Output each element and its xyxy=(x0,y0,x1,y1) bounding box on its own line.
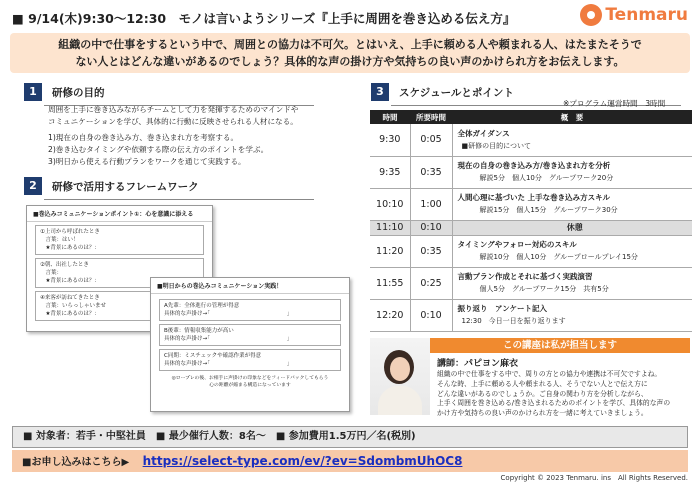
lead-line: 組織の中で仕事をするという中で、周囲との協力は不可欠。とはいえ、上手に頼める人や頼まれる人、はたまたそうで xyxy=(58,38,642,51)
section-2-heading xyxy=(24,177,199,195)
body-line: 1)現在の自身の巻き込み方、巻き込まれ方を考察する。 xyxy=(48,133,239,142)
content-sub: 解説15分 個人15分 グループワーク30分 xyxy=(479,206,618,214)
content-cell xyxy=(452,267,692,299)
section-underline xyxy=(44,199,314,200)
time-cell: 11:10 xyxy=(370,220,410,235)
framework-sheet-2 xyxy=(150,277,350,412)
box-line: 言葉： xyxy=(40,270,63,276)
instructor-photo xyxy=(370,338,430,415)
duration-cell: 1:00 xyxy=(410,188,452,220)
section-number: 3 xyxy=(371,83,389,101)
bio-line: 上手く周囲を巻き込める/巻き込まれるためのポイントを学び、具体的な声の xyxy=(437,399,671,408)
duration-cell: 0:35 xyxy=(410,156,452,188)
time-cell: 12:20 xyxy=(370,299,410,331)
content-title: 言動プラン作成とそれに基づく実践演習 xyxy=(457,272,593,281)
lead-banner xyxy=(10,33,690,73)
copyright: Copyright © 2023 Tenmaru. ins All Rights Reserved. xyxy=(500,474,688,482)
body-line: コミュニケーションを学び、具体的に行動に反映させられる人材になる。 xyxy=(48,117,298,126)
box-line: 言葉：いらっしゃいませ xyxy=(40,303,107,309)
box-line: ④来客が訪ねてきたとき xyxy=(40,295,100,301)
time-cell: 9:30 xyxy=(370,124,410,156)
content-sub: ■研修の目的について xyxy=(461,141,531,150)
table-row xyxy=(370,188,692,220)
body-line: 周囲を上手に巻き込みながらチームとして力を発揮するためのマインドや xyxy=(48,105,299,114)
content-title: タイミングやフォロー対応のスキル xyxy=(457,240,577,249)
content-title: 現在の自身の巻き込み方/巻き込まれ方を分析 xyxy=(457,161,611,170)
section-title: 研修で活用するフレームワーク xyxy=(52,180,199,193)
apply-link[interactable]: https://select-type.com/ev/?ev=SdombmUhOC8 xyxy=(142,454,463,468)
section-number: 1 xyxy=(24,83,42,101)
table-row-break xyxy=(370,220,692,235)
column-header: 概 要 xyxy=(452,110,692,124)
table-row xyxy=(370,124,692,156)
logo-text: Tenmaru xyxy=(605,5,688,25)
content-sub: 解説5分 個人10分 グループワーク20分 xyxy=(479,174,614,182)
box-line: 具体的な声掛け→｢ ｣ xyxy=(164,361,290,367)
schedule-table xyxy=(370,110,692,332)
sheet-footer: ◎ロープレの後、お相手に声掛けの印象などをフィードバックしてもらう 心の距離が縮まる構造になっています xyxy=(171,376,329,388)
lead-line: ない人とはどんな違いがあるのでしょう？具体的な声の掛け方や気持ちの良い声のかけられ方をお伝えします。 xyxy=(75,55,625,68)
box-line: B後輩：情報収集能力が高い xyxy=(164,328,234,334)
apply-bar xyxy=(12,450,688,472)
body-line: 3)明日から使える行動プランをワークを通じて実践する。 xyxy=(48,157,246,166)
bio-line: そんな時、上手に頼める人や頼まれる人、そうでない人とで伝え方に xyxy=(437,379,648,388)
instructor-name: 講師：パピヨン麻衣 xyxy=(437,359,519,369)
table-header-row xyxy=(370,110,692,124)
photo-body xyxy=(378,386,422,415)
duration-cell: 0:05 xyxy=(410,124,452,156)
content-cell: 休憩 xyxy=(452,220,692,235)
sheet-title: ■明日からの巻込みコミュニケーション実践！ xyxy=(151,278,349,294)
content-cell xyxy=(452,124,692,156)
program-note: ※プログラム運営時間 3時間 xyxy=(563,99,666,108)
content-title: 人間心理に基づいた 上手な巻き込み方スキル xyxy=(457,193,611,202)
duration-cell: 0:35 xyxy=(410,235,452,267)
sheet-box xyxy=(35,225,204,255)
sheet-title: ■巻込みコミュニケーションポイント①：心を意識に添える xyxy=(27,206,212,222)
box-line: A先輩：全体進行の管理が得意 xyxy=(164,303,240,309)
logo-icon xyxy=(580,4,602,26)
instructor-banner: この講座は私が担当します xyxy=(430,338,690,353)
bio-line: かけ方や気持ちの良い声のかけられ方を一緒に考えていきましょう。 xyxy=(437,409,648,418)
content-cell xyxy=(452,235,692,267)
content-title: 全体ガイダンス xyxy=(457,128,510,138)
bio-line: どんな違いがあるのでしょうか。ご自身の関わり方を分析しながら、 xyxy=(437,389,648,398)
section-1-body xyxy=(48,104,348,168)
time-cell: 11:20 xyxy=(370,235,410,267)
box-line: ★背景にあるのは？： xyxy=(40,311,100,317)
time-cell: 11:55 xyxy=(370,267,410,299)
section-title: 研修の目的 xyxy=(52,86,105,99)
box-line: 具体的な声掛け→｢ ｣ xyxy=(164,336,290,342)
course-info-bar: ■ 対象者：若手・中堅社員 ■ 最少催行人数：8名～ ■ 参加費用1.5万円／名(税別) xyxy=(12,426,688,448)
photo-face xyxy=(390,357,410,381)
table-row xyxy=(370,235,692,267)
box-line: C同期：ミスチェックや確認作業が得意 xyxy=(164,353,262,359)
table-row xyxy=(370,267,692,299)
section-number: 2 xyxy=(24,177,42,195)
section-3-heading xyxy=(371,83,514,101)
time-cell: 10:10 xyxy=(370,188,410,220)
box-line: ★背景にあるのは？： xyxy=(40,278,100,284)
content-title: 振り返り アンケート記入 xyxy=(457,304,548,313)
section-1-heading xyxy=(24,83,105,101)
table-row xyxy=(370,299,692,331)
sheet-box xyxy=(159,299,341,321)
box-line: ★背景にあるのは？： xyxy=(40,245,100,251)
bio-line: 組織の中で仕事をする中で、周りの方との協力や連携は不可欠ですよね。 xyxy=(437,370,662,378)
duration-cell: 0:10 xyxy=(410,299,452,331)
apply-label: ■お申し込みはこちら▶ xyxy=(22,457,130,468)
table-row xyxy=(370,156,692,188)
logo xyxy=(580,4,688,26)
content-cell xyxy=(452,188,692,220)
content-cell xyxy=(452,156,692,188)
box-line: 言葉：はい！ xyxy=(40,237,79,243)
content-cell xyxy=(452,299,692,331)
instructor-bio xyxy=(437,370,693,419)
content-sub: 12:30 今日一日を振り返ります xyxy=(461,317,566,325)
time-cell: 9:35 xyxy=(370,156,410,188)
sheet-box xyxy=(159,324,341,346)
sheet-box xyxy=(159,349,341,371)
duration-cell: 0:10 xyxy=(410,220,452,235)
box-line: 具体的な声掛け→｢ ｣ xyxy=(164,311,290,317)
section-title: スケジュールとポイント xyxy=(399,86,514,99)
box-line: ①上司から呼ばれたとき xyxy=(40,229,100,235)
column-header: 所要時間 xyxy=(410,110,452,124)
content-sub: 個人5分 グループワーク15分 共有5分 xyxy=(479,285,609,293)
content-sub: 解説10分 個人10分 グループロールプレイ15分 xyxy=(479,253,638,261)
duration-cell: 0:25 xyxy=(410,267,452,299)
box-line: ②朝、出社したとき xyxy=(40,262,89,268)
column-header: 時間 xyxy=(370,110,410,124)
page-title: ■ 9/14(木)9:30～12:30 モノは言いようシリーズ『上手に周囲を巻き込める伝え方』 xyxy=(12,11,516,26)
body-line: 2)巻き込むタイミングや依頼する際の伝え方のポイントを学ぶ。 xyxy=(48,145,269,154)
